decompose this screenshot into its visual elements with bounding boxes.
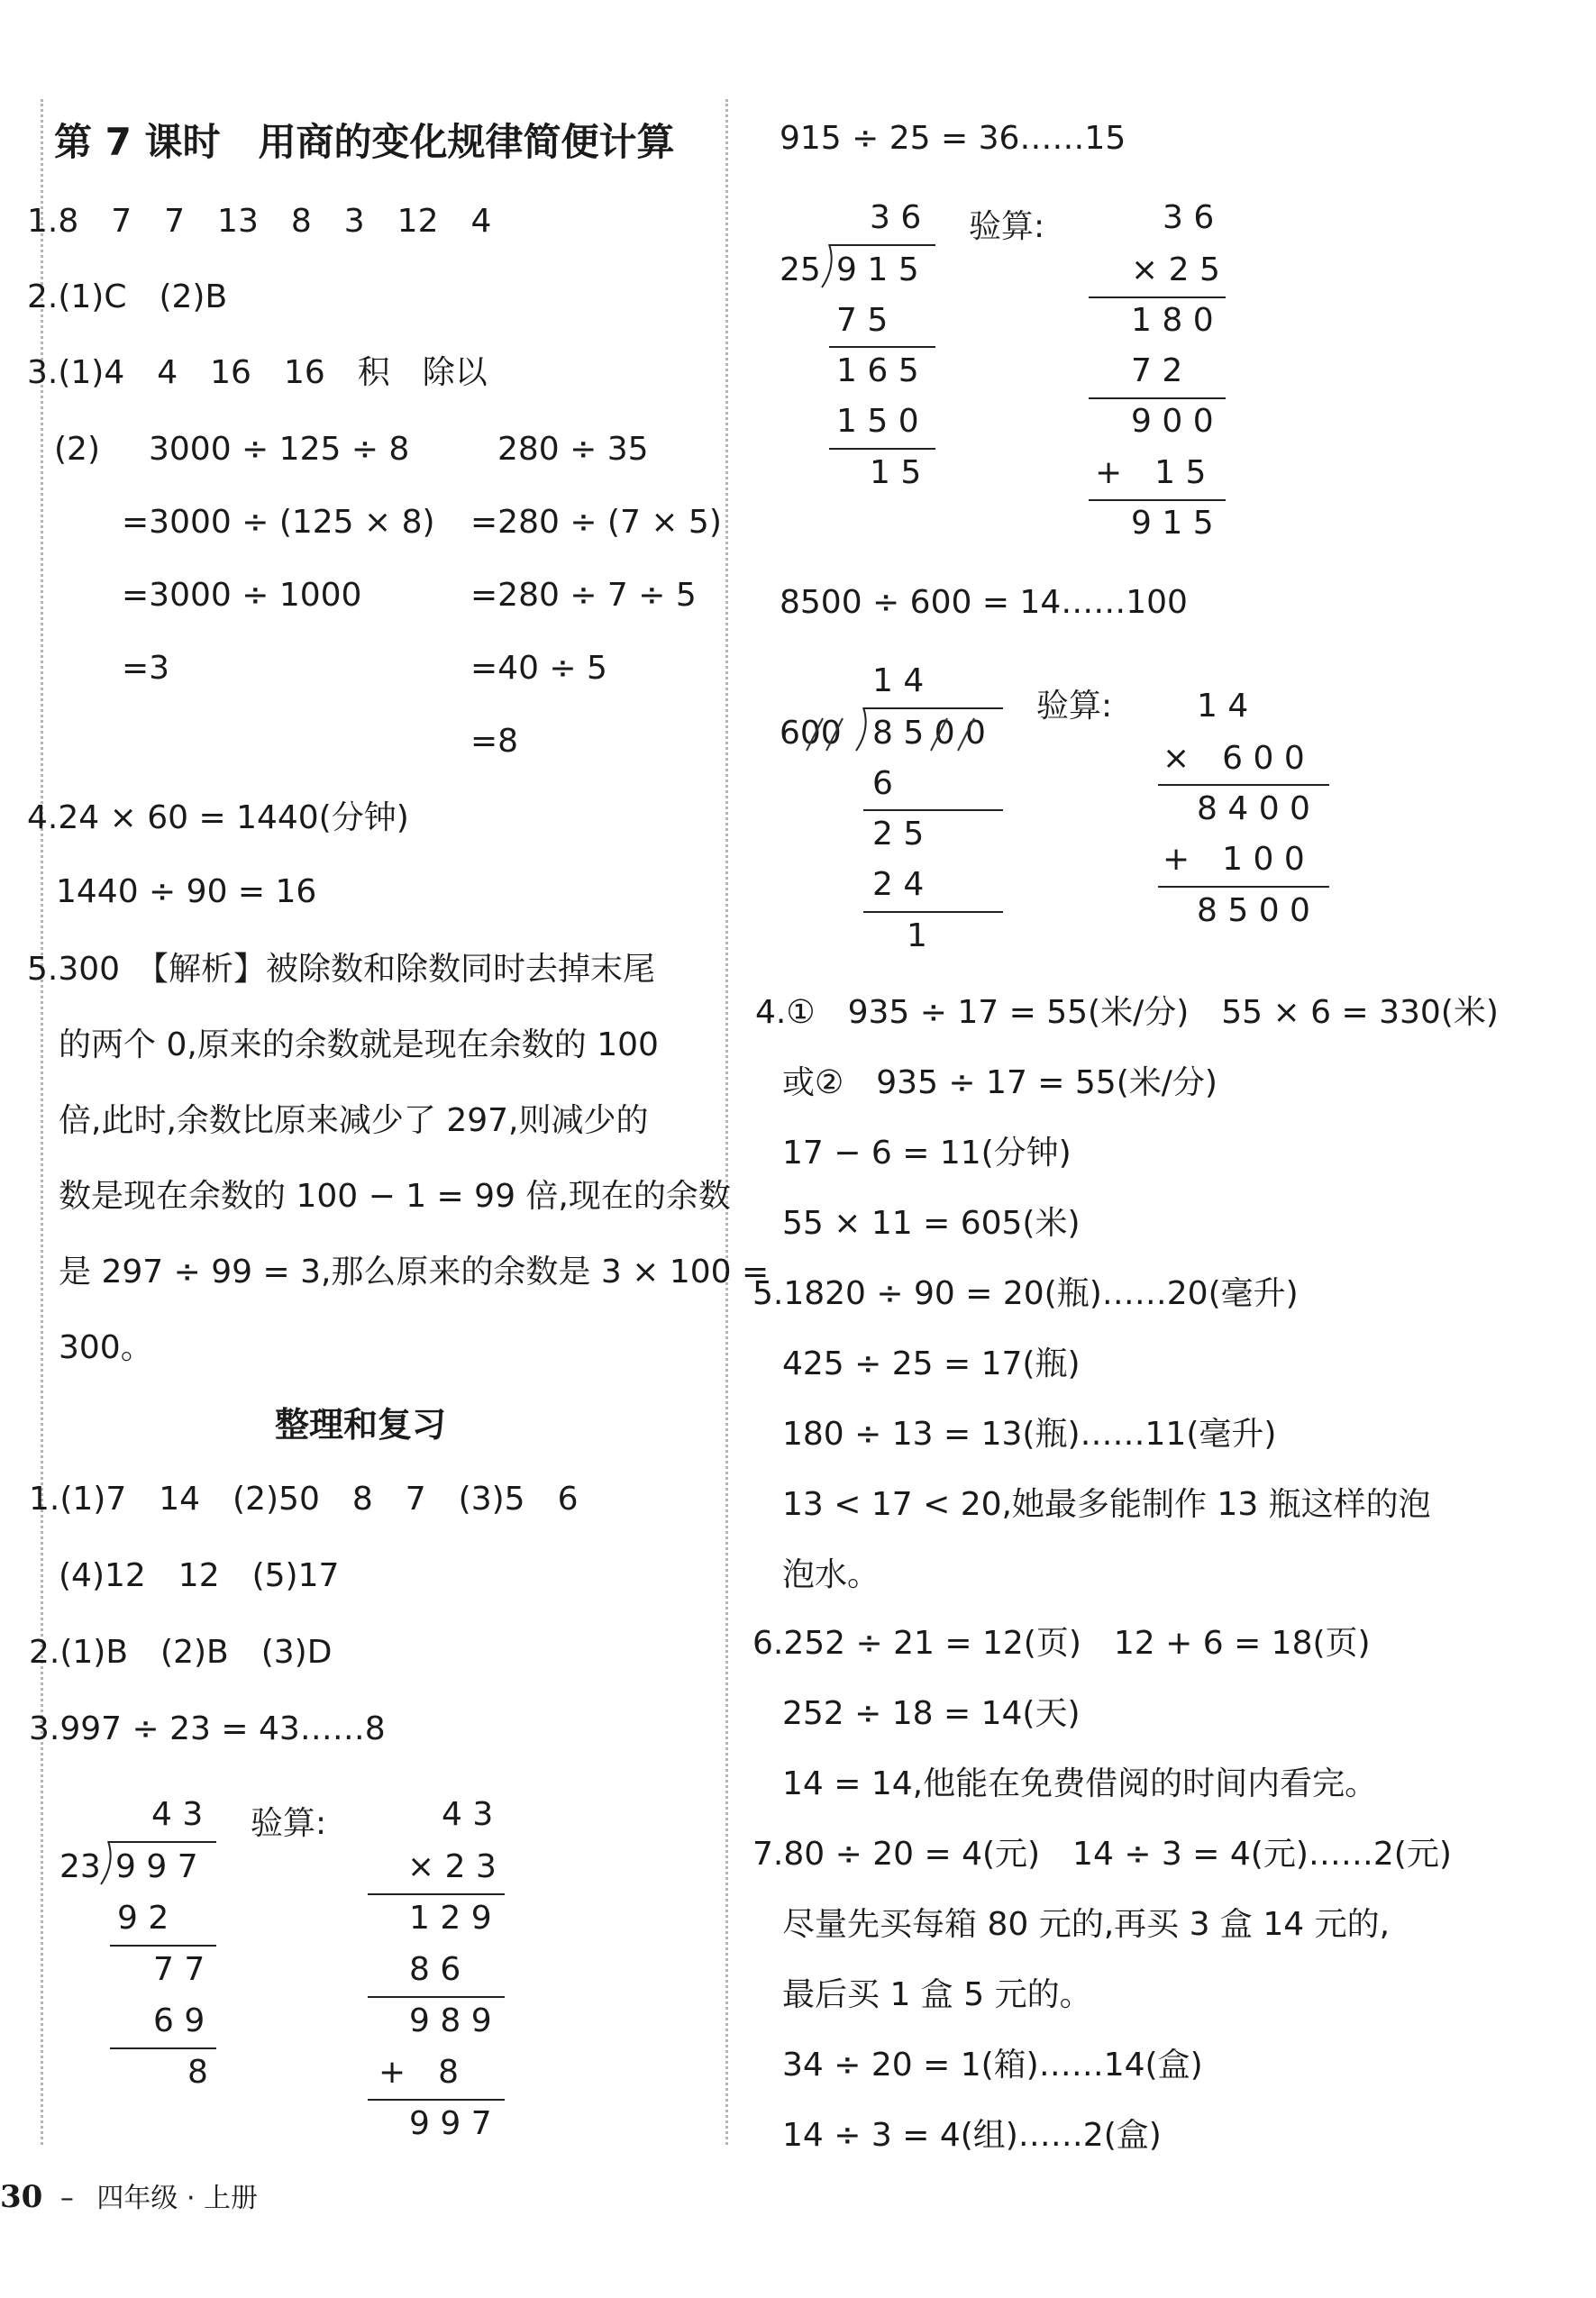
check-row: + 8 xyxy=(378,2054,460,2091)
division-bar xyxy=(108,1841,216,1843)
division-line xyxy=(829,448,935,450)
division-step: 7 7 xyxy=(153,1951,205,1988)
lesson-heading: 第 7 课时 用商的变化规律简便计算 xyxy=(54,120,675,164)
answer-5-line: 泡水。 xyxy=(782,1556,880,1593)
division-dividend: 9 9 7 xyxy=(115,1848,198,1885)
page-footer xyxy=(0,2179,258,2217)
answer-7-line: 7.80 ÷ 20 = 4(元) 14 ÷ 3 = 4(元)……2(元) xyxy=(752,1836,1452,1873)
check-row: 7 2 xyxy=(1131,352,1183,389)
grade-label: 四年级 · 上册 xyxy=(96,2183,259,2214)
division-divisor: 23 xyxy=(59,1848,101,1885)
answer-7-line: 尽量先买每箱 80 元的,再买 3 盒 14 元的, xyxy=(782,1906,1391,1943)
answer-4-line: 4.① 935 ÷ 17 = 55(米/分) 55 × 6 = 330(米) xyxy=(755,994,1499,1031)
check-line xyxy=(1089,296,1226,298)
check-row: 9 9 7 xyxy=(409,2105,492,2142)
calc-step: =280 ÷ 7 ÷ 5 xyxy=(470,577,697,614)
check-row: 3 6 xyxy=(1163,199,1215,236)
answer-5-line: 5.1820 ÷ 90 = 20(瓶)……20(毫升) xyxy=(752,1275,1299,1312)
check-row: × 2 3 xyxy=(407,1848,497,1885)
answer-4-line: 或② 935 ÷ 17 = 55(米/分) xyxy=(782,1064,1218,1101)
check-line xyxy=(1089,397,1226,399)
answer-6-line: 252 ÷ 18 = 14(天) xyxy=(782,1695,1081,1732)
division-line xyxy=(863,911,1003,913)
check-row: 1 2 9 xyxy=(409,1900,492,1937)
calc-step: =3000 ÷ 1000 xyxy=(122,577,362,614)
check-line xyxy=(1158,784,1329,786)
answer-2: 2.(1)C (2)B xyxy=(27,278,228,315)
answer-7-line: 34 ÷ 20 = 1(箱)……14(盒) xyxy=(782,2047,1203,2084)
check-line xyxy=(1089,499,1226,501)
review-answer-1: 1.(1)7 14 (2)50 8 7 (3)5 6 xyxy=(29,1481,579,1518)
check-row: 1 8 0 xyxy=(1131,302,1214,339)
equation-8500: 8500 ÷ 600 = 14……100 xyxy=(780,584,1188,621)
check-row: 1 4 xyxy=(1197,688,1249,725)
check-row: 9 0 0 xyxy=(1131,403,1214,440)
answer-6-line: 6.252 ÷ 21 = 12(页) 12 + 6 = 18(页) xyxy=(752,1625,1371,1662)
answer-5-line: 倍,此时,余数比原来减少了 297,则减少的 xyxy=(59,1102,649,1139)
review-answer-1-cont: (4)12 12 (5)17 xyxy=(59,1557,340,1594)
check-row: 8 4 0 0 xyxy=(1197,790,1310,827)
answer-7-line: 14 ÷ 3 = 4(组)……2(盒) xyxy=(782,2117,1162,2154)
division-remainder: 1 xyxy=(907,917,927,954)
review-answer-2: 2.(1)B (2)B (3)D xyxy=(29,1634,333,1671)
check-row: × 6 0 0 xyxy=(1163,740,1305,777)
answer-3-part1: 3.(1)4 4 16 16 积 除以 xyxy=(27,354,488,391)
calc-step: =3 xyxy=(122,650,170,687)
answer-1: 1.8 7 7 13 8 3 12 4 xyxy=(27,203,492,240)
division-step: 7 5 xyxy=(836,302,889,339)
check-row: 8 6 xyxy=(409,1951,461,1988)
check-row: 9 1 5 xyxy=(1131,505,1214,542)
division-dividend: 8 5 0 0 xyxy=(872,715,986,752)
division-dividend: 9 1 5 xyxy=(836,251,919,288)
page-number: 30 xyxy=(0,2179,43,2215)
calc-step: =8 xyxy=(470,723,519,760)
answer-4-line2: 1440 ÷ 90 = 16 xyxy=(56,873,317,910)
answer-3-part2-label: (2) xyxy=(54,431,100,468)
answer-5-line: 13 < 17 < 20,她最多能制作 13 瓶这样的泡 xyxy=(782,1486,1431,1523)
answer-4-line: 55 × 11 = 605(米) xyxy=(782,1205,1081,1242)
answer-4-line: 17 − 6 = 11(分钟) xyxy=(782,1135,1072,1172)
answer-5-line: 180 ÷ 13 = 13(瓶)……11(毫升) xyxy=(782,1416,1277,1453)
check-label: 验算: xyxy=(969,208,1045,245)
answer-5-line: 数是现在余数的 100 − 1 = 99 倍,现在的余数 xyxy=(59,1178,731,1215)
review-heading: 整理和复习 xyxy=(275,1405,447,1445)
division-line xyxy=(110,1945,216,1947)
division-step: 9 2 xyxy=(117,1900,169,1937)
check-line xyxy=(368,2099,505,2101)
strike-marks xyxy=(780,707,1005,761)
left-margin-divider xyxy=(41,99,43,2145)
answer-5-line: 300。 xyxy=(59,1329,153,1366)
division-divisor: 25 xyxy=(780,251,821,288)
calc-step: 3000 ÷ 125 ÷ 8 xyxy=(149,431,410,468)
division-step: 2 5 xyxy=(872,816,925,853)
check-label: 验算: xyxy=(1036,688,1113,725)
check-row: 8 5 0 0 xyxy=(1197,892,1310,929)
footer-dash: – xyxy=(59,2183,74,2214)
calc-step: =40 ÷ 5 xyxy=(470,650,607,687)
review-answer-3: 3.997 ÷ 23 = 43……8 xyxy=(29,1710,386,1747)
check-line xyxy=(368,1893,505,1895)
division-step: 2 4 xyxy=(872,866,925,903)
division-bar xyxy=(829,244,935,246)
check-line xyxy=(1158,886,1329,888)
check-row: 9 8 9 xyxy=(409,2002,492,2039)
answer-7-line: 最后买 1 盒 5 元的。 xyxy=(782,1976,1092,2013)
answer-5-line: 5.300 【解析】被除数和除数同时去掉末尾 xyxy=(27,951,656,988)
check-row: + 1 5 xyxy=(1095,454,1207,491)
calc-step: =280 ÷ (7 × 5) xyxy=(470,504,722,541)
division-line xyxy=(829,346,935,348)
answer-5-line: 是 297 ÷ 99 = 3,那么原来的余数是 3 × 100 = xyxy=(59,1254,770,1290)
column-divider xyxy=(725,99,728,2145)
division-quotient: 3 6 xyxy=(870,199,922,236)
division-remainder: 8 xyxy=(187,2054,208,2091)
check-row: + 1 0 0 xyxy=(1163,841,1305,878)
division-line xyxy=(863,809,1003,811)
division-quotient: 4 3 xyxy=(151,1796,204,1833)
answer-4-line1: 4.24 × 60 = 1440(分钟) xyxy=(27,799,409,836)
division-step: 6 9 xyxy=(153,2002,205,2039)
check-line xyxy=(368,1996,505,1998)
division-line xyxy=(110,2047,216,2049)
answer-5-line: 的两个 0,原来的余数就是现在余数的 100 xyxy=(59,1026,659,1063)
check-label: 验算: xyxy=(251,1805,327,1842)
check-row: × 2 5 xyxy=(1131,251,1220,288)
division-divisor: 600 xyxy=(780,715,842,752)
division-step: 1 6 5 xyxy=(836,352,919,389)
answer-6-line: 14 = 14,他能在免费借阅的时间内看完。 xyxy=(782,1765,1378,1802)
check-row: 4 3 xyxy=(442,1796,494,1833)
division-step: 1 5 0 xyxy=(836,403,919,440)
answer-5-line: 425 ÷ 25 = 17(瓶) xyxy=(782,1345,1081,1382)
division-remainder: 1 5 xyxy=(870,454,922,491)
calc-step: =3000 ÷ (125 × 8) xyxy=(122,504,435,541)
calc-step: 280 ÷ 35 xyxy=(497,431,649,468)
equation-915: 915 ÷ 25 = 36……15 xyxy=(780,120,1126,157)
division-quotient: 1 4 xyxy=(872,662,925,699)
division-step: 6 xyxy=(872,765,893,802)
